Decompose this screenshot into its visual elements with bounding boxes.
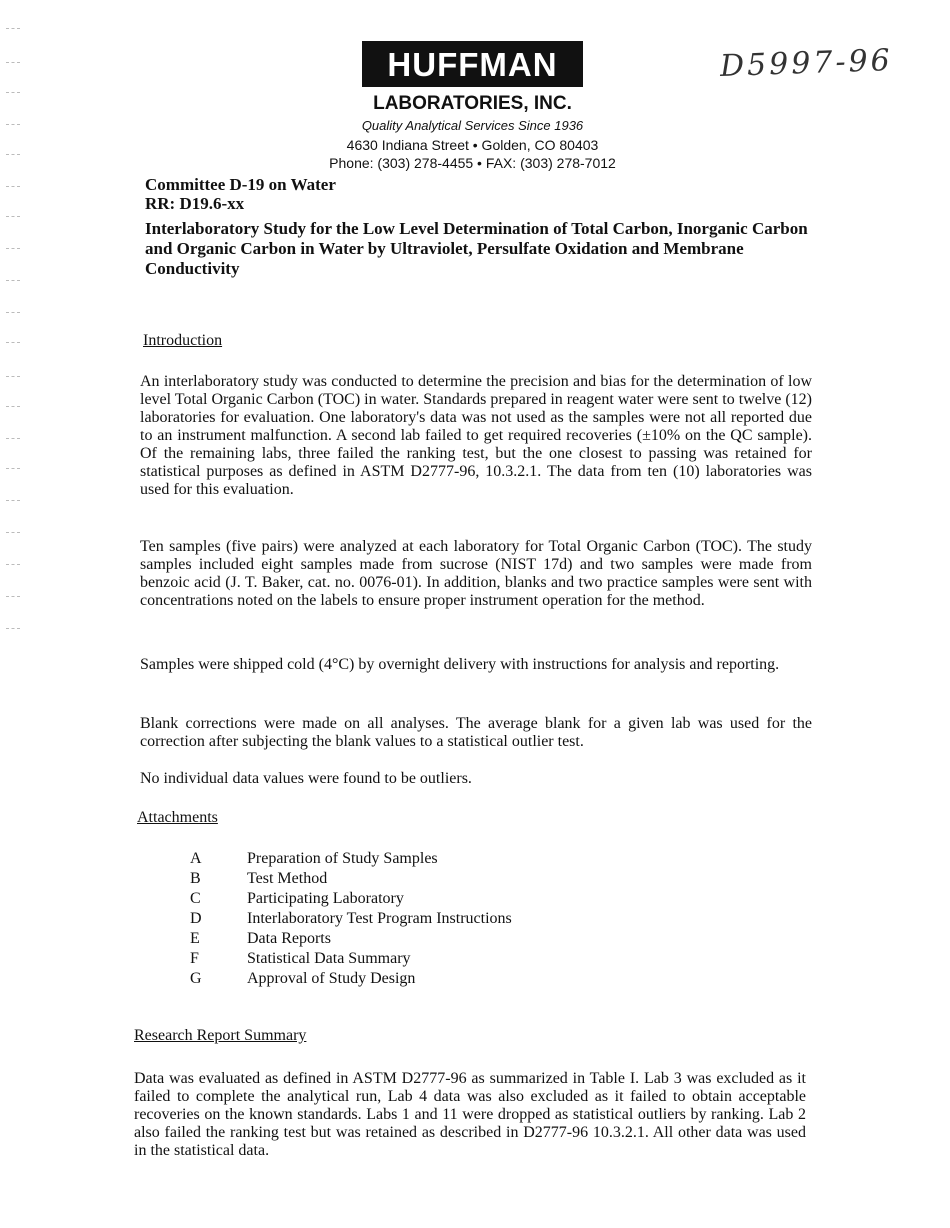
company-name: LABORATORIES, INC. xyxy=(373,93,572,114)
intro-paragraph-1: An interlaboratory study was conducted to determine the precision and bias for the determination of low level Total Organic Carbon (TOC) in water. Standards prepared in reagent water were sent to twelve (12) laboratories for evaluation. One laboratory's data was not used as the samples were not all reported due to an instrument malfunction. A second lab failed to get required recoveries (±10% on the QC sample). Of the remaining labs, three failed the ranking test, but the one closest to passing was retained for statistical purposes as defined in ASTM D2777-96, 10.3.2.1. The data from ten (10) laboratories was used for this evaluation. xyxy=(140,373,812,498)
intro-paragraph-3: Samples were shipped cold (4°C) by overnight delivery with instructions for analysis and reporting. xyxy=(140,656,780,673)
attachment-label: Statistical Data Summary xyxy=(247,950,411,967)
attachment-item xyxy=(190,969,512,989)
summary-paragraph: Data was evaluated as defined in ASTM D2777-96 as summarized in Table I. Lab 3 was excluded as it failed to complete the analytical run, Lab 4 data was also excluded as it failed to obtain acceptable recoveries on the known standards. Labs 1 and 11 were dropped as statistical outliers by ranking. Lab 2 also failed the ranking test but was retained as described in D2777-96 10.3.2.1. All other data was used in the statistical data. xyxy=(134,1070,806,1159)
attachment-label: Interlaboratory Test Program Instructions xyxy=(247,910,512,927)
attachment-label: Participating Laboratory xyxy=(247,890,404,907)
attachment-item xyxy=(190,869,512,889)
attachment-item xyxy=(190,889,512,909)
intro-paragraph-5: No individual data values were found to be outliers. xyxy=(140,770,472,787)
attachment-letter: B xyxy=(190,870,201,887)
study-title: Interlaboratory Study for the Low Level Determination of Total Carbon, Inorganic Carbon and Organic Carbon in Water by Ultraviolet, Persulfate Oxidation and Membrane Conductivity xyxy=(145,219,808,278)
intro-paragraph-4: Blank corrections were made on all analyses. The average blank for a given lab was used for the correction after subjecting the blank values to a statistical outlier test. xyxy=(140,715,812,750)
attachment-item xyxy=(190,909,512,929)
company-tagline: Quality Analytical Services Since 1936 xyxy=(361,118,584,133)
attachment-item xyxy=(190,929,512,949)
attachment-letter: A xyxy=(190,850,202,867)
attachment-letter: C xyxy=(190,890,201,907)
introduction-title: Introduction xyxy=(143,332,223,349)
company-logo: HUFFMAN xyxy=(362,41,583,87)
handwritten-document-number: D5997-96 xyxy=(719,42,894,85)
attachment-label: Test Method xyxy=(247,870,328,887)
attachment-letter: F xyxy=(190,950,199,967)
attachment-item xyxy=(190,949,512,969)
attachment-item xyxy=(190,849,512,869)
company-address: 4630 Indiana Street • Golden, CO 80403 xyxy=(346,137,599,153)
attachment-label: Approval of Study Design xyxy=(247,970,416,987)
attachments-list xyxy=(190,849,512,989)
scan-edge-marks xyxy=(6,20,28,670)
company-phone: Phone: (303) 278-4455 • FAX: (303) 278-7012 xyxy=(329,155,616,171)
committee-heading: Committee D-19 on Water xyxy=(145,175,336,194)
attachment-label: Preparation of Study Samples xyxy=(247,850,438,867)
attachment-label: Data Reports xyxy=(247,930,331,947)
attachments-title: Attachments xyxy=(137,809,218,826)
rr-heading: RR: D19.6-xx xyxy=(145,194,245,213)
summary-title: Research Report Summary xyxy=(134,1027,307,1044)
attachment-letter: D xyxy=(190,910,202,927)
attachment-letter: G xyxy=(190,970,202,987)
attachment-letter: E xyxy=(190,930,200,947)
intro-paragraph-2: Ten samples (five pairs) were analyzed at each laboratory for Total Organic Carbon (TOC). The study samples included eight samples made from sucrose (NIST 17d) and two samples were made from benzoic acid (J. T. Baker, cat. no. 0076-01). In addition, blanks and two practice samples were sent with concentrations noted on the labels to ensure proper instrument operation for the method. xyxy=(140,538,812,609)
